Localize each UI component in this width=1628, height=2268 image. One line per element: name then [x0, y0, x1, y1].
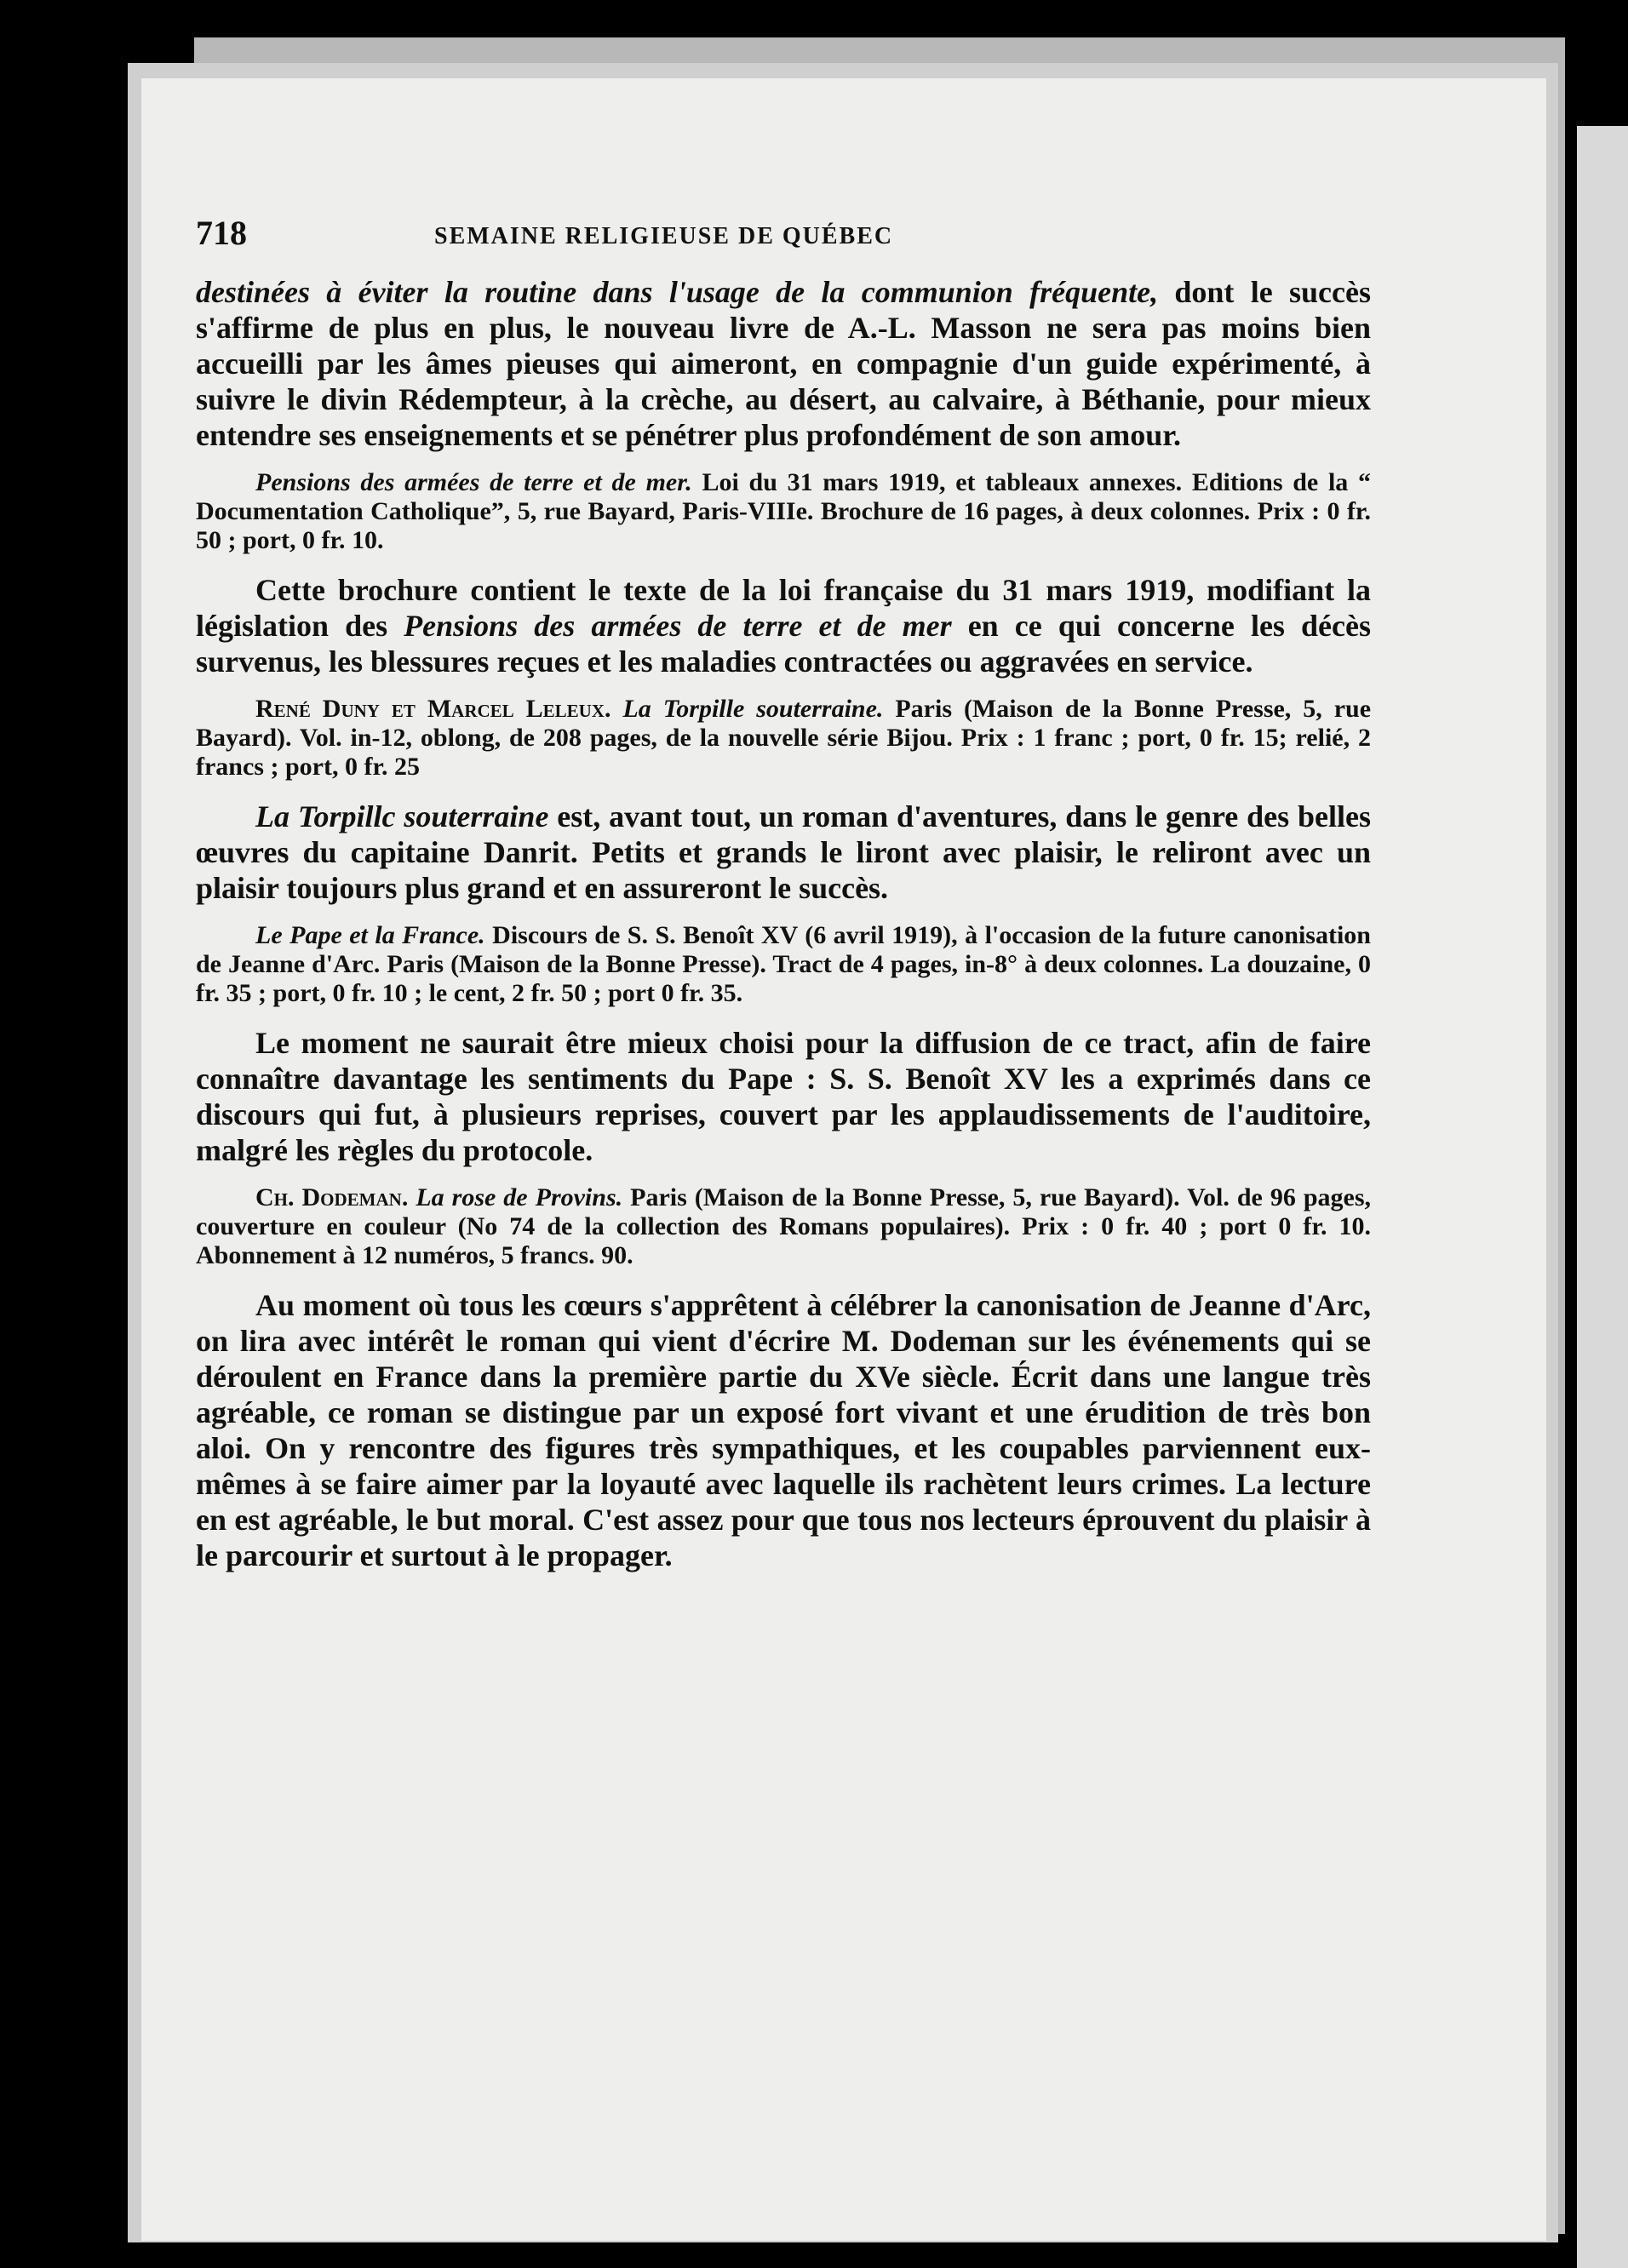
bibliography-entry-4 [196, 1183, 1371, 1270]
paragraph-5 [196, 1287, 1371, 1573]
bibliography-entry-3 [196, 921, 1371, 1008]
entry-2-title: La Torpille souterraine. [622, 695, 884, 723]
paragraph-1-text: dont le succès s'affirme de plus en plus, le nouveau livre de A.-L. Masson ne sera pas moins bien accueilli par les âmes pieuses qui aimeront, en compagnie d'un guide expérimenté, à suivre le divin Rédempteur, à la crèche, au désert, au calvaire, à Béthanie, pour mieux entendre ses enseignements et se pénétrer plus profondément de son amour. [196, 275, 1371, 452]
entry-4-title: La rose de Provins. [416, 1183, 623, 1211]
paragraph-4 [196, 1025, 1371, 1168]
paragraph-1 [196, 274, 1371, 453]
paragraph-3-text: est, avant tout, un roman d'aventures, dans le genre des belles œuvres du capitaine Danrit. Petits et grands le liront avec plaisir, le reliront avec un plaisir toujours plus grand et en assureront le succès. [196, 799, 1372, 905]
bibliography-entry-1 [196, 468, 1371, 555]
running-head: SEMAINE RELIGIEUSE DE QUÉBEC [434, 223, 894, 249]
bibliography-entry-2 [196, 695, 1371, 782]
paragraph-2-text-a: Cette brochure contient le texte de la loi française du 31 mars 1919, modifiant la législation des [196, 573, 1371, 643]
entry-1-title: Pensions des armées de terre et de mer. [255, 468, 692, 496]
entry-4-author: Ch. Dodeman. [255, 1183, 409, 1211]
paragraph-4-text: Le moment ne saurait être mieux choisi pour la diffusion de ce tract, afin de faire connaître davantage les sentiments du Pape : S. S. Benoît XV les a exprimés dans ce discours qui fut, à plusieurs reprises, couvert par les applaudissements de l'auditoire, malgré les règles du protocole. [196, 1026, 1371, 1167]
entry-4-details: Paris (Maison de la Bonne Presse, 5, rue Bayard). Vol. de 96 pages, couverture en couleur (No 74 de la collection des Romans populaires). Prix : 0 fr. 40 ; port 0 fr. 10. Abonnement à 12 numéros, 5 francs. 90. [196, 1183, 1372, 1269]
page-number: 718 [196, 214, 247, 252]
paragraph-2 [196, 572, 1371, 679]
paragraph-3 [196, 799, 1371, 906]
paragraph-2-text-b: en ce qui concerne les décès survenus, les blessures reçues et les maladies contractées ou aggravées en service. [196, 609, 1371, 679]
adjacent-page-edge [1577, 126, 1628, 2268]
entry-2-details: Paris (Maison de la Bonne Presse, 5, rue Bayard). Vol. in-12, oblong, de 208 pages, de la nouvelle série Bijou. Prix : 1 franc ; port, 0 fr. 15; relié, 2 francs ; port, 0 fr. 25 [196, 695, 1372, 781]
paragraph-1-italic: destinées à éviter la routine dans l'usage de la communion fréquente, [196, 275, 1159, 309]
page-header [196, 213, 1371, 274]
entry-3-title: Le Pape et la France. [255, 921, 485, 949]
entry-2-author: René Duny et Marcel Leleux. [255, 695, 611, 723]
entry-3-details: Discours de S. S. Benoît XV (6 avril 1919), à l'occasion de la future canonisation de Jeanne d'Arc. Paris (Maison de la Bonne Presse). Tract de 4 pages, in-8° à deux colonnes. La douzaine, 0 fr. 35 ; port, 0 fr. 10 ; le cent, 2 fr. 50 ; port 0 fr. 35. [196, 921, 1371, 1007]
paragraph-5-text: Au moment où tous les cœurs s'apprêtent à célébrer la canonisation de Jeanne d'Arc, on lira avec intérêt le roman qui vient d'écrire M. Dodeman sur les événements qui se déroulent en France dans la première partie du XVe siècle. Écrit dans une langue très agréable, ce roman se distingue par un exposé fort vivant et une érudition de très bon aloi. On y rencontre des figures très sympathiques, et les coupables parviennent eux-mêmes à se faire aimer par la loyauté avec laquelle ils rachètent leurs crimes. La lecture en est agréable, le but moral. C'est assez pour que tous nos lecteurs éprouvent du plaisir à le parcourir et surtout à le propager. [196, 1288, 1371, 1572]
page-content [196, 213, 1371, 1573]
paragraph-2-italic: Pensions des armées de terre et de mer [404, 609, 952, 643]
entry-1-details: Loi du 31 mars 1919, et tableaux annexes. Editions de la “ Documentation Catholique”, 5, rue Bayard, Paris-VIIIe. Brochure de 16 pages, à deux colonnes. Prix : 0 fr. 50 ; port, 0 fr. 10. [196, 468, 1371, 554]
paragraph-3-italic: La Torpillc souterraine [255, 799, 549, 833]
